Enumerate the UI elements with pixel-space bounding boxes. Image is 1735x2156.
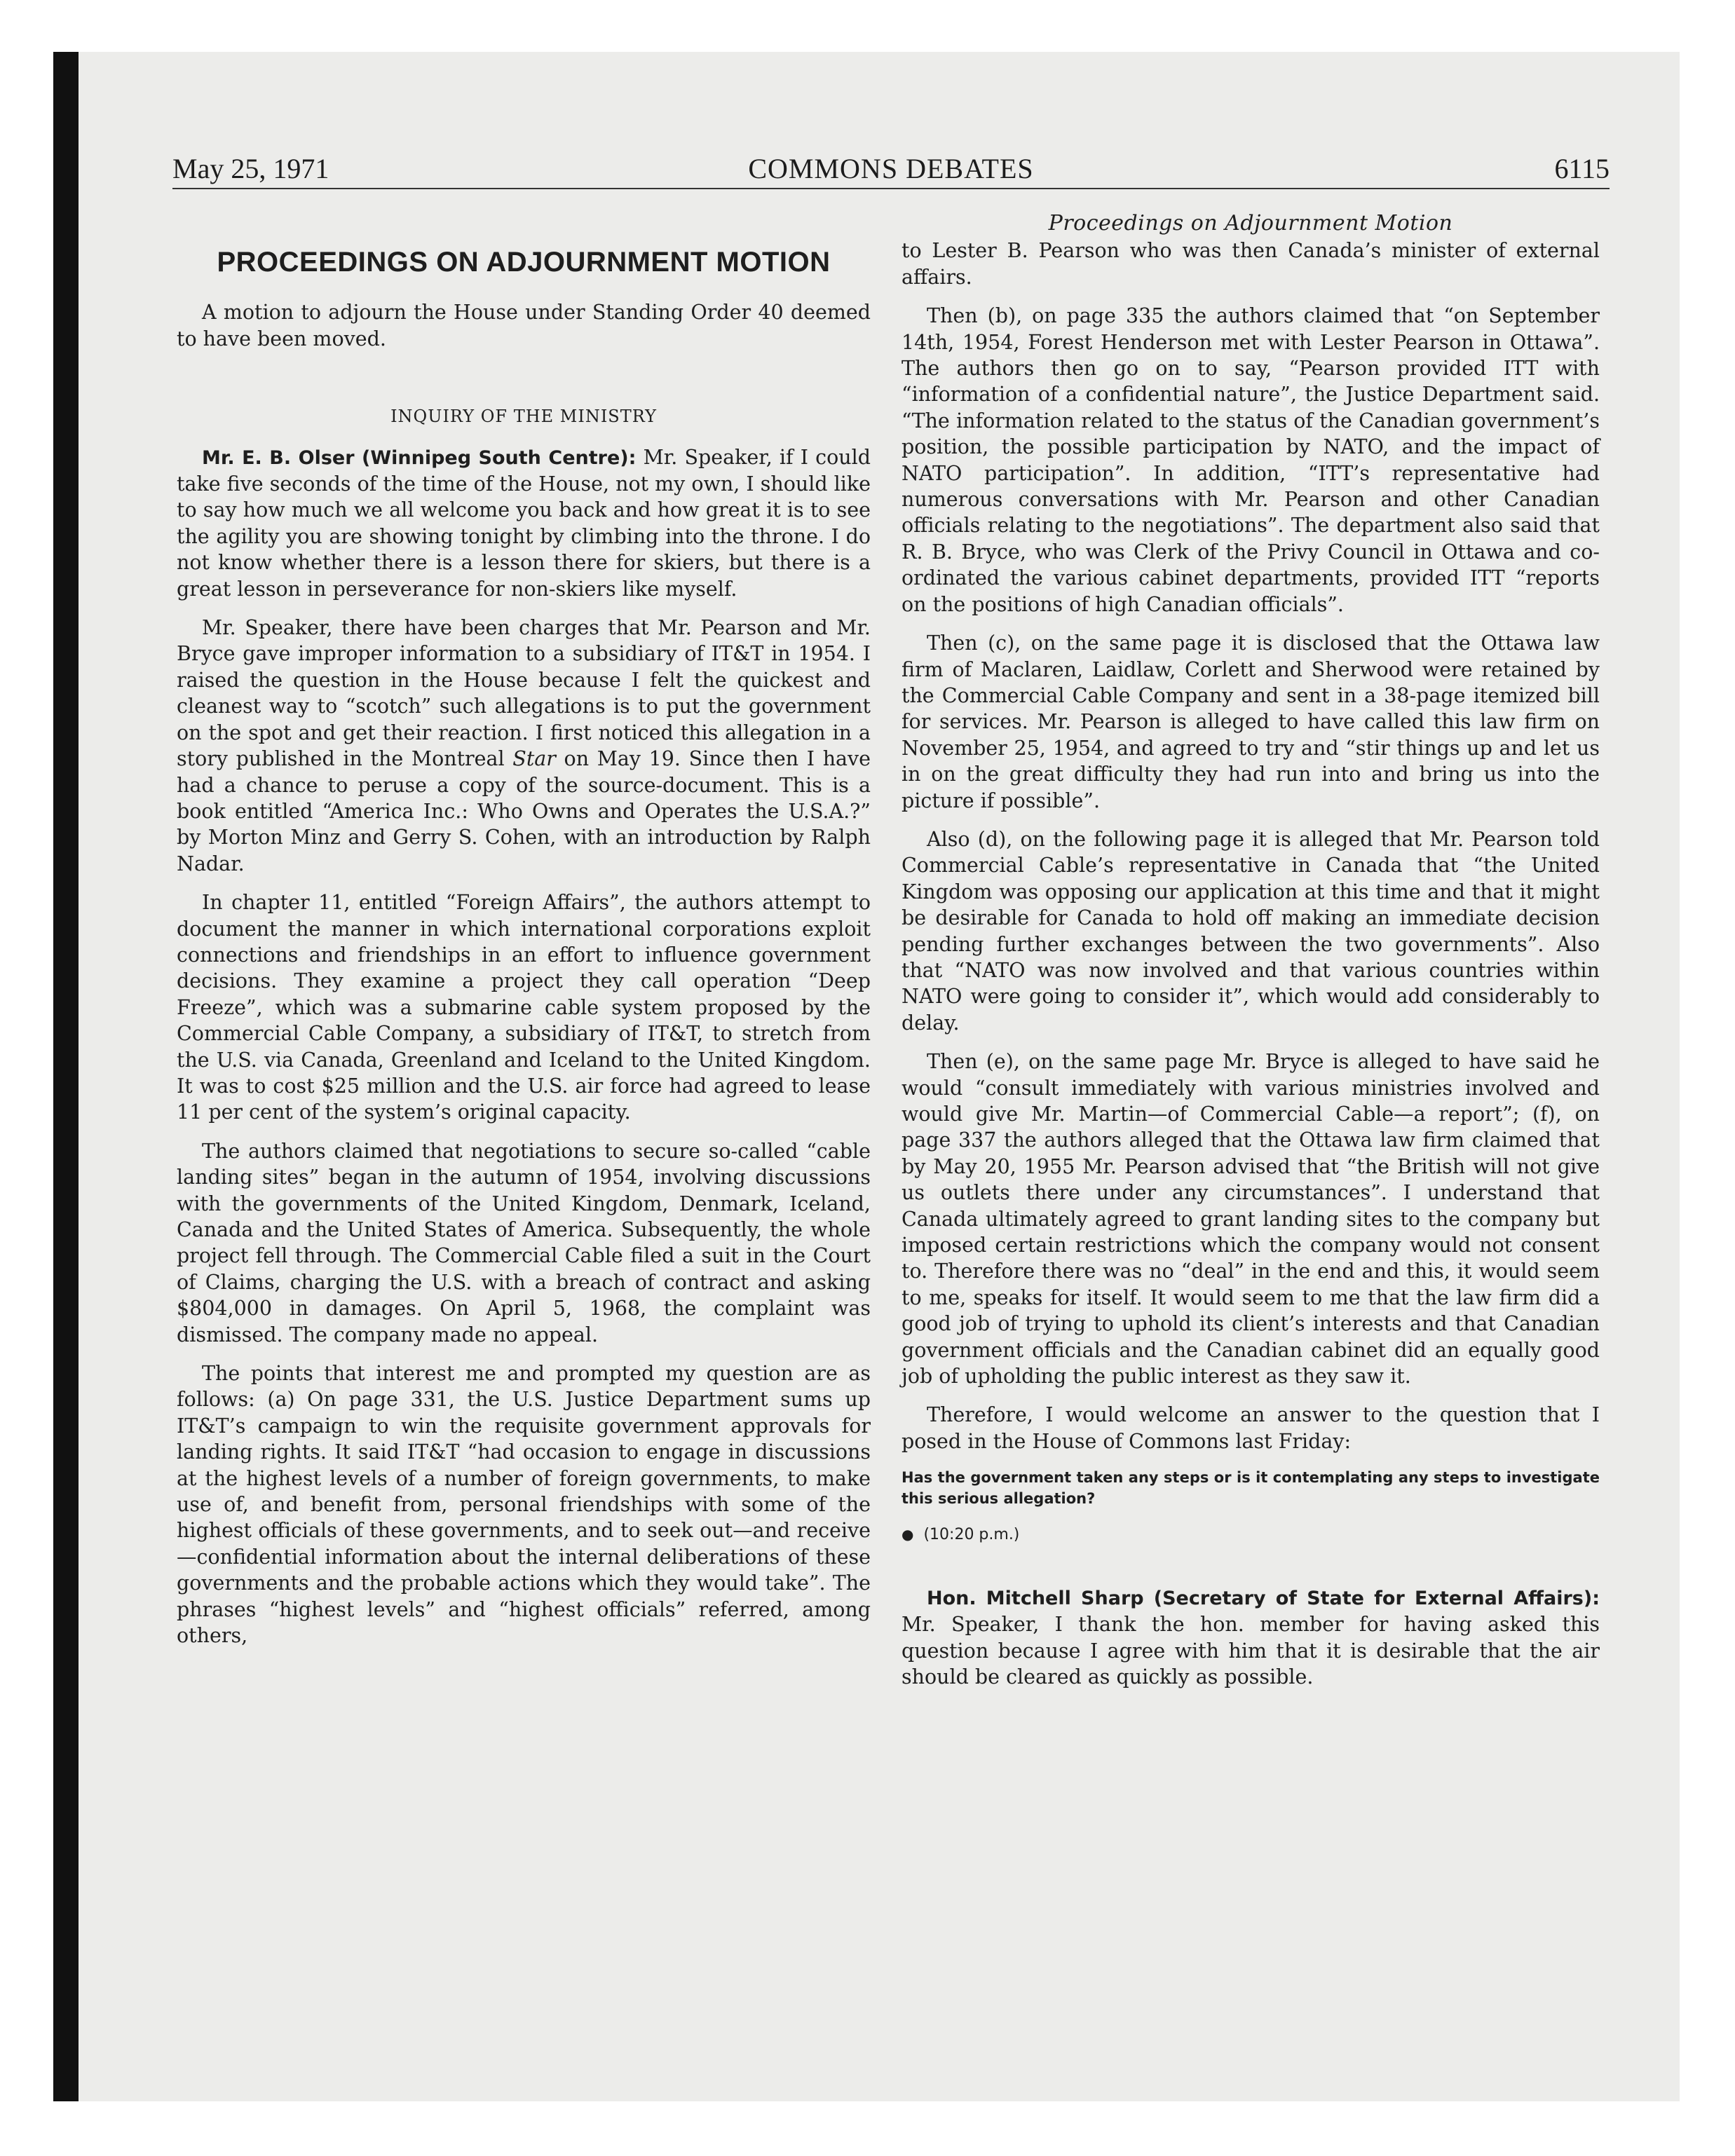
time-stamp-text: (10:20 p.m.) [923, 1526, 1020, 1544]
olser-paragraph-5: The points that interest me and prompted my question are as follows: (a) On page 331, the U.S. Justice Department sums up IT&T’s campaign to win the requisite government approvals for landing rights. It said IT&T “had occasion to engage in discussions at the highest levels of a number of foreign governments, to make use of, and benefit from, personal friendships with some of the highest officials of these governments, and to seek out—and receive—confidential information about the internal deliberations of these governments and the probable actions which they would take”. The phrases “highest levels” and “highest officials” referred, among others, [177, 1362, 871, 1648]
closing-paragraph: Therefore, I would welcome an answer to the question that I posed in the House of Commons last Friday: [901, 1403, 1600, 1453]
point-d-paragraph: Also (d), on the following page it is alleged that Mr. Pearson told Commercial Cable’s representative in Canada that “the United Kingdom was opposing our application at this time and that it might be desirable for Canada to hold off making an immediate decision pending further exchanges between the two governments”. Also that “NATO was now involved and that various countries within NATO were going to consider it”, which would add considerably to delay. [901, 827, 1600, 1035]
speaker-olser: Mr. E. B. Olser (Winnipeg South Centre): [202, 446, 637, 469]
olser-paragraph-2-a: Mr. Speaker, there have been charges that Mr. Pearson and Mr. Bryce gave improper information to a subsidiary of IT&T in 1954. I raised the question in the House because I felt the quickest and cleanest way to “scotch” such allegations is to put the government on the spot and get their reaction. I first noticed this allegation in a story published in the Montreal [177, 616, 871, 771]
olser-paragraph-4: The authors claimed that negotiations to secure so-called “cable landing sites” began in the autumn of 1954, involving discussions with the governments of the United Kingdom, Denmark, Iceland, Canada and the United States of America. Subsequently, the whole project fell through. The Commercial Cable filed a suit in the Court of Claims, charging the U.S. with a breach of contract and asking $804,000 in damages. On April 5, 1968, the complaint was dismissed. The company made no appeal. [177, 1139, 871, 1346]
header-title: COMMONS DEBATES [748, 153, 1034, 184]
header-date: May 25, 1971 [172, 153, 329, 184]
star-newspaper: Star [512, 747, 556, 771]
time-stamp [901, 1522, 1600, 1548]
point-e-paragraph: Then (e), on the same page Mr. Bryce is alleged to have said he would “consult immediately with various ministries involved and would give Mr. Martin—of Commercial Cable—a report”; (f), on page 337 the authors alleged that the Ottawa law firm claimed that by May 20, 1955 Mr. Pearson advised that “the British will not give us outlets there under any circumstances”. I understand that Canada ultimately agreed to grant landing sites to the company but imposed certain restrictions which the company would not consent to. Therefore there was no “deal” in the end and this, it would seem to me, speaks for itself. It would seem to me that the law firm did a good job of trying to uphold its client’s interests and that Canadian government officials and the Canadian cabinet did an equally good job of upholding the public interest as they saw it. [901, 1050, 1600, 1389]
right-column [901, 210, 1600, 1703]
speaker-sharp: Hon. Mitchell Sharp (Secretary of State for External Affairs): [927, 1587, 1600, 1609]
continued-paragraph: to Lester B. Pearson who was then Canada’s minister of external affairs. [901, 239, 1600, 289]
header-page-number: 6115 [1554, 153, 1610, 184]
page-header [172, 153, 1610, 189]
bullet-icon: ● [901, 1526, 914, 1543]
point-c-paragraph: Then (c), on the same page it is disclosed that the Ottawa law firm of Maclaren, Laidlaw, Corlett and Sherwood were retained by the Commercial Cable Company and sent in a 38-page itemized bill for services. Mr. Pearson is alleged to have called this law firm on November 25, 1954, and agreed to try and “stir things up and let us in on the great difficulty they had run into and bring us into the picture if possible”. [901, 632, 1600, 812]
olser-paragraph-2-b: on May 19. Since then I have had a chance to peruse a copy of the source-document. This is a book entitled “America Inc.: Who Owns and Operates the U.S.A.?” by Morton Minz and Gerry S. Cohen, with an introduction by Ralph Nadar. [177, 747, 871, 875]
inquiry-subheading: INQUIRY OF THE MINISTRY [390, 407, 657, 427]
sharp-paragraph [901, 1585, 1600, 1691]
left-column [177, 247, 871, 1662]
motion-paragraph: A motion to adjourn the House under Standing Order 40 deemed to have been moved. [177, 301, 871, 350]
section-heading: PROCEEDINGS ON ADJOURNMENT MOTION [217, 247, 831, 278]
olser-paragraph-1-text: Mr. Speaker, if I could take five seconds of the time of the House, not my own, I should like to say how much we all welcome you back and how great it is to see the agility you are showing tonight by climbing into the throne. I do not know whether there is a lesson there for skiers, but there is a great lesson in perseverance for non-skiers like myself. [177, 445, 871, 601]
olser-paragraph-3: In chapter 11, entitled “Foreign Affairs”, the authors attempt to document the manner in which international corporations exploit connections and friendships in an effort to influence government decisions. They examine a project they call operation “Deep Freeze”, which was a submarine cable system proposed by the Commercial Cable Company, a subsidiary of IT&T, to stretch from the U.S. via Canada, Greenland and Iceland to the United Kingdom. It was to cost $25 million and the U.S. air force had agreed to lease 11 per cent of the system’s original capacity. [177, 891, 871, 1124]
sharp-paragraph-text: Mr. Speaker, I thank the hon. member for having asked this question because I agree with him that it is desirable that the air should be cleared as quickly as possible. [901, 1613, 1600, 1688]
point-b-paragraph: Then (b), on page 335 the authors claimed that “on September 14th, 1954, Forest Henderson met with Lester Pearson in Ottawa”. The authors then go on to say, “Pearson provided ITT with “information of a confidential nature”, the Justice Department said. “The information related to the status of the Canadian government’s position, the possible participation by NATO, and the impact of NATO participation”. In addition, “ITT’s representative had numerous conversations with Mr. Pearson and other Canadian officials relating to the negotiations”. The department also said that R. B. Bryce, who was Clerk of the Privy Council in Ottawa and co-ordinated the various cabinet departments, provided ITT “reports on the positions of high Canadian officials”. [901, 304, 1600, 616]
binding-edge [53, 52, 79, 2101]
olser-paragraph-1 [177, 444, 871, 602]
running-head: Proceedings on Adjournment Motion [1048, 211, 1453, 236]
quoted-question: Has the government taken any steps or is it contemplating any steps to investigate this serious allegation? [901, 1469, 1600, 1508]
olser-paragraph-2 [177, 615, 871, 877]
